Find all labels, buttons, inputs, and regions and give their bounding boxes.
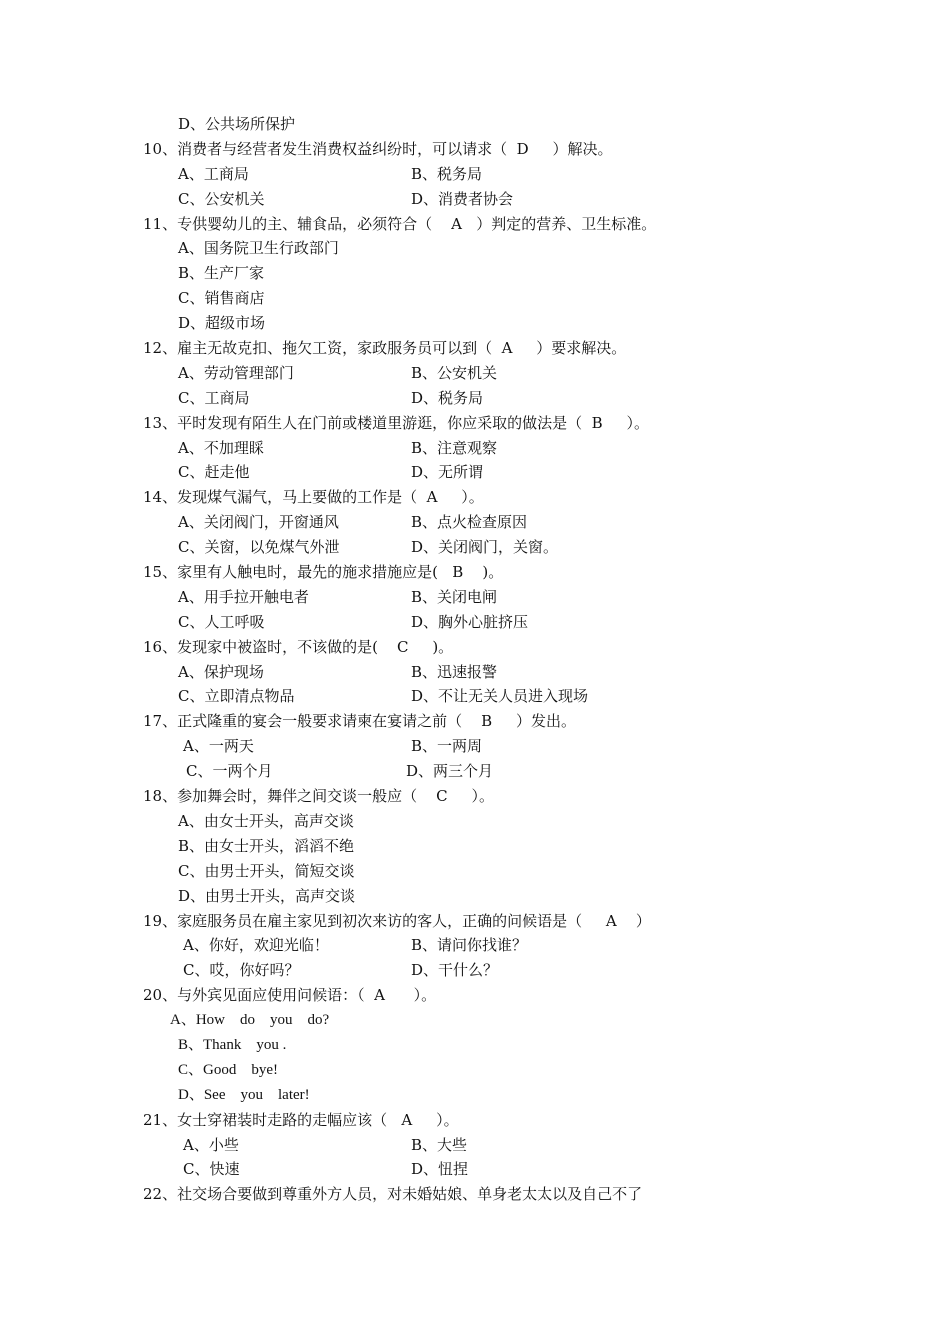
option-right: D、税务局 xyxy=(411,388,484,407)
question-line: 14、发现煤气漏气，马上要做的工作是（ A ）。 xyxy=(143,488,484,507)
option-left: A、劳动管理部门 xyxy=(178,363,294,382)
question-line: 12、雇主无故克扣、拖欠工资，家政服务员可以到（ A ）要求解决。 xyxy=(143,339,627,358)
option-line: A、How do you do? xyxy=(170,1012,330,1029)
option-left: C、哎，你好吗？ xyxy=(183,961,300,980)
option-left: C、关窗，以免煤气外泄 xyxy=(178,538,340,557)
option-pair xyxy=(0,585,950,610)
option-left: A、工商局 xyxy=(178,164,249,183)
option-line: D、See you later! xyxy=(178,1086,310,1103)
option-pair xyxy=(0,535,950,560)
option-right: D、不让无关人员进入现场 xyxy=(411,687,589,706)
question-line: 17、正式隆重的宴会一般要求请柬在宴请之前（ B ）发出。 xyxy=(143,712,577,731)
option-pair xyxy=(0,386,950,411)
option-right: B、公安机关 xyxy=(411,363,498,382)
option-line: B、Thank you . xyxy=(178,1036,287,1053)
option-pair xyxy=(0,759,950,784)
option-right: B、点火检查原因 xyxy=(411,513,528,532)
option-right: D、胸外心脏挤压 xyxy=(411,612,529,631)
question-line: 21、女士穿裙装时走路的走幅应该（ A ）。 xyxy=(143,1110,459,1129)
option-line: B、由女士开头，滔滔不绝 xyxy=(178,836,355,855)
option-left: C、立即清点物品 xyxy=(178,687,295,706)
option-pair xyxy=(0,460,950,485)
option-pair xyxy=(0,1133,950,1158)
option-left: A、一两天 xyxy=(183,737,254,756)
option-right: B、税务局 xyxy=(411,164,483,183)
option-left: C、人工呼吸 xyxy=(178,612,265,631)
option-pair xyxy=(0,958,950,983)
question-line: 22、社交场合要做到尊重外方人员，对未婚姑娘、单身老太太以及自己不了 xyxy=(143,1185,643,1204)
option-left: A、不加理睬 xyxy=(178,438,264,457)
option-right: B、请问你找谁？ xyxy=(411,936,528,955)
option-left: A、用手拉开触电者 xyxy=(178,587,309,606)
question-line: 16、发现家中被盗时，不该做的是( C )。 xyxy=(143,637,454,656)
question-line: 11、专供婴幼儿的主、辅食品，必须符合（ A ）判定的营养、卫生标准。 xyxy=(143,214,657,233)
option-pair xyxy=(0,684,950,709)
option-left: C、赶走他 xyxy=(178,463,250,482)
option-left: A、关闭阀门，开窗通风 xyxy=(178,513,339,532)
option-right: B、关闭电闸 xyxy=(411,587,498,606)
option-left: C、公安机关 xyxy=(178,189,265,208)
option-line: D、公共场所保护 xyxy=(178,115,296,133)
option-left: C、一两个月 xyxy=(186,762,273,781)
question-line: 13、平时发现有陌生人在门前或楼道里游逛，你应采取的做法是（ B ）。 xyxy=(143,413,649,432)
option-line: A、国务院卫生行政部门 xyxy=(178,239,339,258)
option-line: B、生产厂家 xyxy=(178,264,265,283)
option-pair xyxy=(0,162,950,187)
option-right: D、关闭阀门，关窗。 xyxy=(411,538,559,557)
option-right: B、迅速报警 xyxy=(411,662,498,681)
option-pair xyxy=(0,187,950,212)
option-pair xyxy=(0,933,950,958)
option-right: B、一两周 xyxy=(411,737,483,756)
option-pair xyxy=(0,610,950,635)
question-line: 19、家庭服务员在雇主家见到初次来访的客人，正确的问候语是（ A ） xyxy=(143,911,651,930)
option-left: A、保护现场 xyxy=(178,662,264,681)
option-right: D、忸捏 xyxy=(411,1160,469,1179)
option-left: A、你好，欢迎光临！ xyxy=(183,936,329,955)
option-pair xyxy=(0,436,950,461)
document-page xyxy=(0,112,950,1207)
option-line: C、Good bye! xyxy=(178,1061,278,1078)
option-pair xyxy=(0,660,950,685)
question-line: 18、参加舞会时，舞伴之间交谈一般应（ C ）。 xyxy=(143,787,494,806)
option-pair xyxy=(0,510,950,535)
option-line: A、由女士开头，高声交谈 xyxy=(178,811,354,830)
option-left: C、工商局 xyxy=(178,388,250,407)
question-line: 15、家里有人触电时，最先的施求措施应是( B )。 xyxy=(143,563,504,582)
option-pair xyxy=(0,361,950,386)
option-line: C、由男士开头，简短交谈 xyxy=(178,861,355,880)
option-line: D、由男士开头，高声交谈 xyxy=(178,886,356,905)
option-right: D、干什么？ xyxy=(411,961,499,980)
option-pair xyxy=(0,1157,950,1182)
option-line: C、销售商店 xyxy=(178,289,265,308)
option-right: B、注意观察 xyxy=(411,438,498,457)
question-line: 20、与外宾见面应使用问候语：（ A ）。 xyxy=(143,986,437,1005)
option-pair xyxy=(0,734,950,759)
option-left: C、快速 xyxy=(183,1160,240,1179)
question-line: 10、消费者与经营者发生消费权益纠纷时，可以请求（ D ）解决。 xyxy=(143,139,613,158)
option-right: D、消费者协会 xyxy=(411,189,514,208)
option-line: D、超级市场 xyxy=(178,314,266,333)
option-left: A、小些 xyxy=(183,1135,239,1154)
option-right: D、两三个月 xyxy=(406,762,494,781)
option-right: B、大些 xyxy=(411,1135,468,1154)
option-right: D、无所谓 xyxy=(411,463,484,482)
